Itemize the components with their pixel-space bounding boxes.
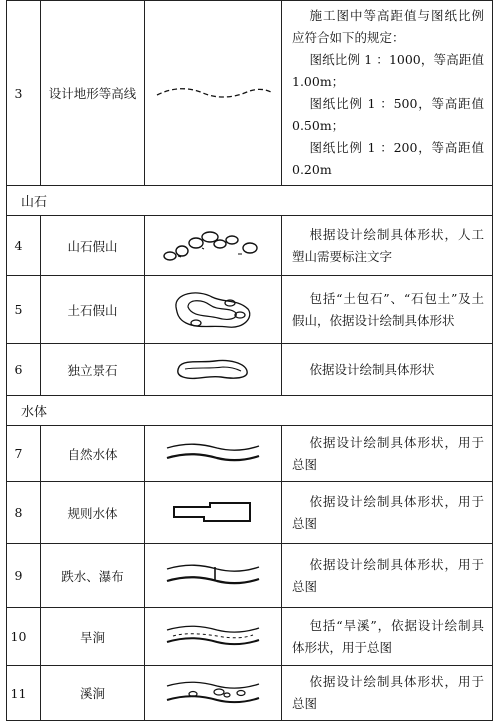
item-description: 根据设计绘制具体形状，人工塑山需要标注文字 bbox=[282, 216, 493, 276]
item-description: 包括“土包石”、“石包土”及土假山，依据设计绘制具体形状 bbox=[282, 276, 493, 344]
item-name: 旱涧 bbox=[41, 608, 145, 666]
section-row bbox=[7, 396, 493, 426]
item-description: 依据设计绘制具体形状 bbox=[282, 344, 493, 396]
section-title: 水体 bbox=[7, 396, 493, 426]
item-name: 山石假山 bbox=[41, 216, 145, 276]
table-row bbox=[7, 426, 493, 482]
item-description: 施工图中等高距值与图纸比例应符合如下的规定： 图纸比例 1 ：1000，等高距值 1.00m； 图纸比例 1 ：500，等高距值 0.50m； 图纸比例 1 ：200，等高距值 0.20m bbox=[282, 1, 493, 186]
table-row bbox=[7, 1, 493, 186]
table-row bbox=[7, 344, 493, 396]
item-name: 溪涧 bbox=[41, 666, 145, 721]
item-description: 包括“旱溪”，依据设计绘制具体形状，用于总图 bbox=[282, 608, 493, 666]
row-number: 3 bbox=[7, 1, 41, 186]
item-description: 依据设计绘制具体形状，用于总图 bbox=[282, 426, 493, 482]
section-row bbox=[7, 186, 493, 216]
item-name: 规则水体 bbox=[41, 482, 145, 544]
table-row bbox=[7, 276, 493, 344]
item-name: 独立景石 bbox=[41, 344, 145, 396]
row-number: 10 bbox=[7, 608, 41, 666]
rockery-symbol bbox=[145, 216, 282, 276]
item-name: 土石假山 bbox=[41, 276, 145, 344]
legend-table bbox=[6, 0, 493, 721]
item-description: 依据设计绘制具体形状，用于总图 bbox=[282, 482, 493, 544]
stream-symbol bbox=[145, 666, 282, 721]
row-number: 5 bbox=[7, 276, 41, 344]
section-title: 山石 bbox=[7, 186, 493, 216]
table-row bbox=[7, 544, 493, 608]
item-name: 自然水体 bbox=[41, 426, 145, 482]
contour-line-symbol bbox=[145, 1, 282, 186]
row-number: 7 bbox=[7, 426, 41, 482]
table-row bbox=[7, 666, 493, 721]
row-number: 6 bbox=[7, 344, 41, 396]
dry-stream-symbol bbox=[145, 608, 282, 666]
item-description: 依据设计绘制具体形状，用于总图 bbox=[282, 544, 493, 608]
row-number: 4 bbox=[7, 216, 41, 276]
regular-water-symbol bbox=[145, 482, 282, 544]
item-description: 依据设计绘制具体形状，用于总图 bbox=[282, 666, 493, 721]
table-row bbox=[7, 608, 493, 666]
table-row bbox=[7, 482, 493, 544]
earth-rock-hill-symbol bbox=[145, 276, 282, 344]
row-number: 11 bbox=[7, 666, 41, 721]
table-row bbox=[7, 216, 493, 276]
row-number: 8 bbox=[7, 482, 41, 544]
standalone-stone-symbol bbox=[145, 344, 282, 396]
natural-water-symbol bbox=[145, 426, 282, 482]
row-number: 9 bbox=[7, 544, 41, 608]
item-name: 跌水、瀑布 bbox=[41, 544, 145, 608]
waterfall-symbol bbox=[145, 544, 282, 608]
item-name: 设计地形等高线 bbox=[41, 1, 145, 186]
